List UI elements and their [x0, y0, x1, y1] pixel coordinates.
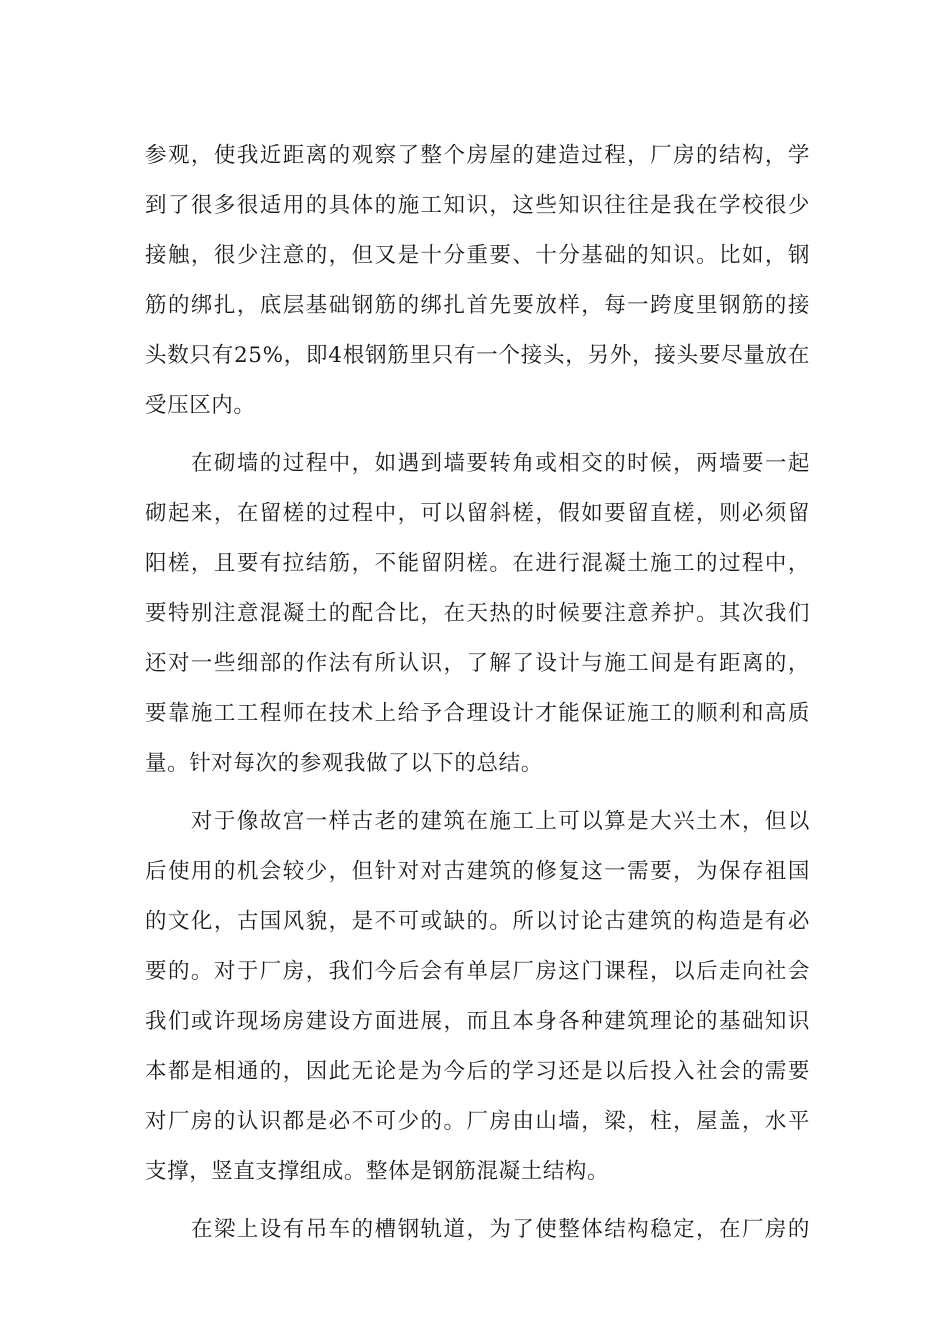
- text-line: 后使用的机会较少，但针对对古建筑的修复这一需要，为保存祖国: [145, 859, 810, 884]
- text-line: 本都是相通的，因此无论是为今后的学习还是以后投入社会的需要: [145, 1059, 810, 1084]
- text-line: 要特别注意混凝土的配合比，在天热的时候要注意养护。其次我们: [145, 601, 810, 626]
- text-line: 量。针对每次的参观我做了以下的总结。: [145, 751, 543, 776]
- text-line: 接触，很少注意的，但又是十分重要、十分基础的知识。比如，钢: [145, 243, 810, 268]
- text-line: 阳槎，且要有拉结筋，不能留阴槎。在进行混凝土施工的过程中，: [145, 551, 810, 576]
- text-line: 对于像故宫一样古老的建筑在施工上可以算是大兴土木，但以: [145, 809, 810, 834]
- text-line: 在砌墙的过程中，如遇到墙要转角或相交的时候，两墙要一起: [145, 451, 810, 476]
- text-line: 筋的绑扎，底层基础钢筋的绑扎首先要放样，每一跨度里钢筋的接: [145, 293, 810, 318]
- paragraph-3: [145, 797, 810, 1197]
- text-line: 还对一些细部的作法有所认识，了解了设计与施工间是有距离的，: [145, 651, 810, 676]
- text-line: 在梁上设有吊车的槽钢轨道，为了使整体结构稳定，在厂房的: [145, 1217, 810, 1242]
- text-line: 参观，使我近距离的观察了整个房屋的建造过程，厂房的结构，学: [145, 143, 810, 168]
- text-line: 要的。对于厂房，我们今后会有单层厂房这门课程，以后走向社会: [145, 959, 810, 984]
- text-line: 对厂房的认识都是必不可少的。厂房由山墙，梁，柱，屋盖，水平: [145, 1109, 810, 1134]
- text-line: 我们或许现场房建设方面进展，而且本身各种建筑理论的基础知识: [145, 1009, 810, 1034]
- text-line: 的文化，古国风貌，是不可或缺的。所以讨论古建筑的构造是有必: [145, 909, 810, 934]
- document-body: [145, 131, 810, 1263]
- paragraph-4: [145, 1205, 810, 1255]
- text-line: 到了很多很适用的具体的施工知识，这些知识往往是我在学校很少: [145, 193, 810, 218]
- text-line: 要靠施工工程师在技术上给予合理设计才能保证施工的顺利和高质: [145, 701, 810, 726]
- text-line: 支撑，竖直支撑组成。整体是钢筋混凝土结构。: [145, 1159, 610, 1184]
- paragraph-1: [145, 131, 810, 431]
- text-line: 砌起来，在留槎的过程中，可以留斜槎，假如要留直槎，则必须留: [145, 501, 810, 526]
- text-line: 受压区内。: [145, 393, 256, 418]
- text-line: 头数只有25%，即4根钢筋里只有一个接头，另外，接头要尽量放在: [145, 343, 810, 368]
- paragraph-2: [145, 439, 810, 789]
